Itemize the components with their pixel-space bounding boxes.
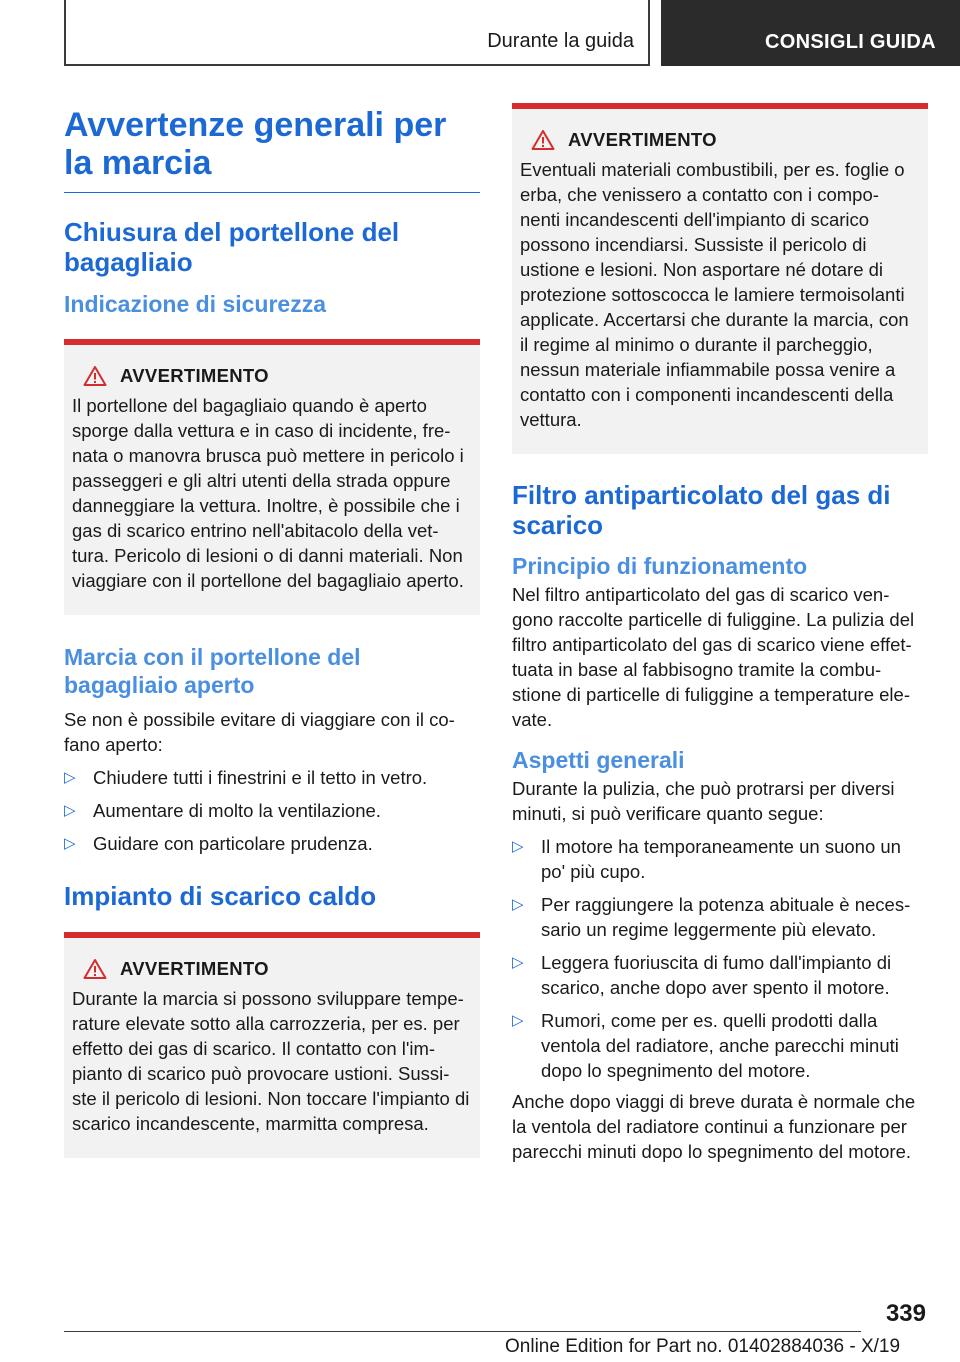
list-item: ▷ Il motore ha temporaneamente un suono un po' più cupo.	[512, 836, 901, 882]
triangle-bullet-icon: ▷	[64, 835, 76, 852]
header-section-box	[64, 0, 650, 66]
warning-text: Durante la marcia si possono sviluppare tempe‐ rature elevate sotto alla carrozzeria, per es. per effetto dei gas di scarico. Il contatto con l'im‐ pianto di scarico può provocare ustioni. Sussi‐ ste il pericolo di lesioni. Non toccare l'impianto di scarico incandescente, marmitta compresa.	[72, 988, 470, 1134]
warning-triangle-icon	[520, 129, 566, 151]
paragraph-general-intro: Durante la pulizia, che può protrarsi per diversi minuti, si può verificare quanto segue:	[512, 778, 895, 824]
triangle-bullet-icon: ▷	[512, 838, 524, 855]
heading-tailgate: Chiusura del portellone del bagagliaio	[64, 217, 400, 277]
warning-title: AVVERTIMENTO	[120, 365, 269, 386]
heading-hot-exhaust: Impianto di scarico caldo	[64, 881, 377, 911]
list-open-tailgate	[64, 765, 480, 856]
header-chapter-tab	[661, 0, 960, 66]
page-title: Avvertenze generali per la marcia	[64, 106, 480, 193]
heading-safety: Indicazione di sicurezza	[64, 291, 327, 317]
right-column	[512, 103, 928, 1164]
triangle-bullet-icon: ▷	[512, 896, 524, 913]
header-section-title: Durante la guida	[487, 30, 634, 52]
warning-triangle-icon	[72, 958, 118, 980]
page-number: 339	[885, 1300, 926, 1327]
list-item: ▷ Rumori, come per es. quelli prodotti dalla ventola del radiatore, anche parecchi minuti dopo lo spegnimento del motore.	[512, 1010, 899, 1081]
paragraph-open-intro: Se non è possibile evitare di viaggiare con il co‐ fano aperto:	[64, 709, 455, 755]
triangle-bullet-icon: ▷	[64, 769, 76, 786]
list-item: ▷ Chiudere tutti i finestrini e il tetto in vetro.	[64, 767, 428, 788]
list-item: ▷ Guidare con particolare prudenza.	[64, 833, 373, 854]
heading-particulate-filter: Filtro antiparticolato del gas di scarico	[512, 480, 891, 540]
warning-title: AVVERTIMENTO	[120, 958, 269, 979]
list-general	[512, 834, 928, 1083]
triangle-bullet-icon: ▷	[512, 1012, 524, 1029]
left-column	[64, 100, 480, 1158]
list-item: ▷ Per raggiungere la potenza abituale è neces‐ sario un regime leggermente più elevato.	[512, 894, 911, 940]
warning-text: Il portellone del bagagliaio quando è aperto sporge dalla vettura e in caso di incidente, fre‐ nata o manovra brusca può mettere in pericolo i passeggeri e gli altri utenti della strada oppure danneggiare la vettura. Inoltre, è possibile che i gas di scarico entrino nell'abitacolo della vet‐ tura. Pericolo di lesioni o di danni materiali. Non viaggiare con il portellone del bagagliaio aperto.	[72, 395, 464, 591]
paragraph-general-outro: Anche dopo viaggi di breve durata è normale che la ventola del radiatore continui a funzionare per parecchi minuti dopo lo spegnimento del motore.	[512, 1091, 916, 1162]
list-item: ▷ Leggera fuoriuscita di fumo dall'impianto di scarico, anche dopo aver spento il motore.	[512, 952, 892, 998]
warning-box-combustible	[512, 103, 928, 454]
warning-triangle-icon	[72, 365, 118, 387]
warning-text: Eventuali materiali combustibili, per es. foglie o erba, che venissero a contatto con i compo‐ nenti incandescenti dell'impianto di scarico possono incendiarsi. Sussiste il pericolo di ustione e lesioni. Non asportare né dotare di protezione sottoscocca le lamiere termoisolanti applicate. Accertarsi che durante la marcia, con il regime al minimo o durante il parcheggio, nessun materiale infiammabile possa venire a contatto con i componenti incandescenti della vettura.	[520, 159, 909, 430]
warning-box-tailgate	[64, 339, 480, 615]
heading-general: Aspetti generali	[512, 747, 685, 773]
heading-principle: Principio di funzionamento	[512, 553, 808, 579]
footer-divider	[64, 1331, 861, 1332]
warning-box-exhaust	[64, 932, 480, 1158]
heading-open-tailgate: Marcia con il portellone del bagagliaio aperto	[64, 644, 361, 698]
triangle-bullet-icon: ▷	[64, 802, 76, 819]
list-item: ▷ Aumentare di molto la ventilazione.	[64, 800, 381, 821]
footer-edition: Online Edition for Part no. 01402884036 - X/19	[505, 1336, 901, 1357]
triangle-bullet-icon: ▷	[512, 954, 524, 971]
warning-title: AVVERTIMENTO	[568, 129, 717, 150]
paragraph-principle: Nel filtro antiparticolato del gas di scarico ven‐ gono raccolte particelle di fuliggine. La pulizia del filtro antiparticolato del gas di scarico viene effet‐ tuata in base al fabbisogno tramite la combu‐ stione di particelle di fuliggine a temperature ele‐ vate.	[512, 584, 915, 730]
header-chapter-title: CONSIGLI GUIDA	[765, 31, 936, 53]
